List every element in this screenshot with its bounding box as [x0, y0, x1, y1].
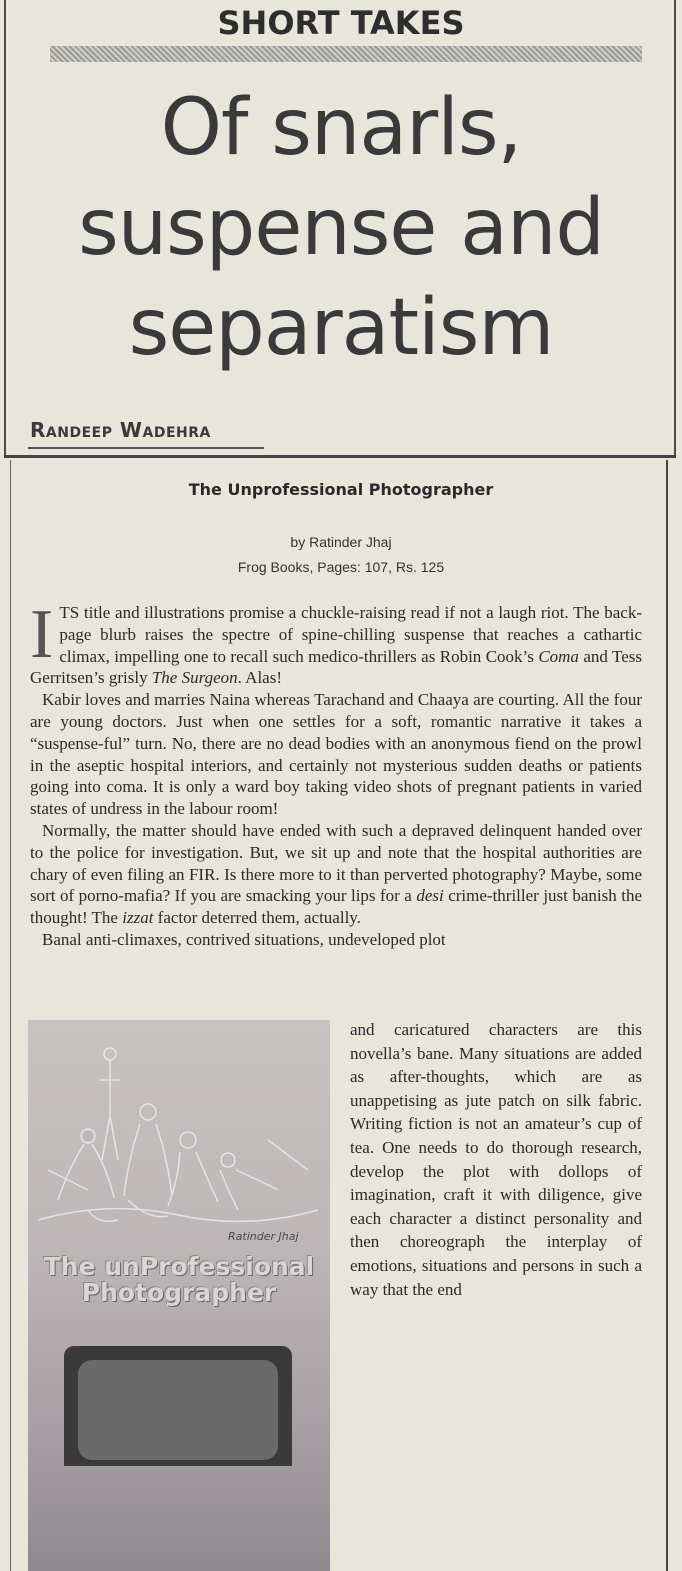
book-title: The Unprofessional Photographer [188, 480, 494, 499]
byline-underline [28, 447, 264, 449]
article-body [30, 596, 642, 951]
headline-line-1: Of snarls, [160, 83, 522, 173]
section-rule [50, 46, 642, 62]
tv-screen [78, 1360, 278, 1460]
headline-line-2: suspense and [78, 183, 604, 273]
book-cover-image [28, 1020, 330, 1571]
cover-title: The unProfessional Photographer [43, 1252, 315, 1307]
book-details: Frog Books, Pages: 107, Rs. 125 [237, 559, 445, 575]
frame-left-border [4, 0, 6, 455]
section-kicker: SHORT TAKES [217, 4, 465, 42]
headline [20, 78, 662, 378]
byline: Randeep Wadehra [30, 418, 211, 442]
paragraph-4-start: Banal anti-climaxes, contrived situations, undeveloped plot [42, 929, 446, 949]
cover-author: Ratinder Jhaj [228, 1230, 299, 1243]
header-separator [4, 455, 676, 458]
frame-right-border [674, 0, 676, 455]
column-right-border [666, 460, 668, 1571]
paragraph-2: Kabir loves and marries Naina whereas Tarachand and Chaaya are courting. All the four are young doctors. Just when one settles for a soft, romantic narrative it takes a “suspense-ful” turn. No, there are no dead bodies with an anonymous fiend on the prowl in the aseptic hospital interiors, and certainly not mysterious sudden deaths or patients going into coma. It is only a ward boy taking video shots of pregnant patients in varied states of undress in the labour room! [30, 690, 642, 819]
paragraph-4-continued: and caricatured characters are this novella’s bane. Many situations are added as after-thoughts, which are as unappetising as jute patch on silk fabric. Writing fiction is not an amateur’s cup of tea. One needs to do thorough research, develop the plot with dollops of imagination, craft it with diligence, give each character a distinct personality and then choreograph the interplay of emotions, situations and persons in such a way that the end [350, 1020, 642, 1299]
headline-line-3: separatism [128, 283, 554, 373]
tv-set [64, 1346, 292, 1466]
paragraph-1: ITS title and illustrations promise a chuckle-raising read if not a laugh riot. The back-page blurb raises the spectre of spine-chilling suspense that reaches a cathartic climax, impelling one to recall such medico-thrillers as Robin Cook’s Coma and Tess Gerritsen’s grisly The Surgeon. Alas! [30, 596, 642, 688]
column-left-border [10, 460, 11, 1571]
drop-cap: I [30, 596, 54, 673]
book-author: by Ratinder Jhaj [290, 534, 392, 550]
paragraph-3: Normally, the matter should have ended with such a depraved delinquent handed over to the police for investigation. But, we sit up and note that the hospital authorities are chary of even filing an FIR. Is there more to it than perverted photography? Maybe, some sort of porno-mafia? If you are smacking your lips for a desi crime-thriller just banish the thought! The izzat factor deterred them, actually. [30, 820, 642, 928]
